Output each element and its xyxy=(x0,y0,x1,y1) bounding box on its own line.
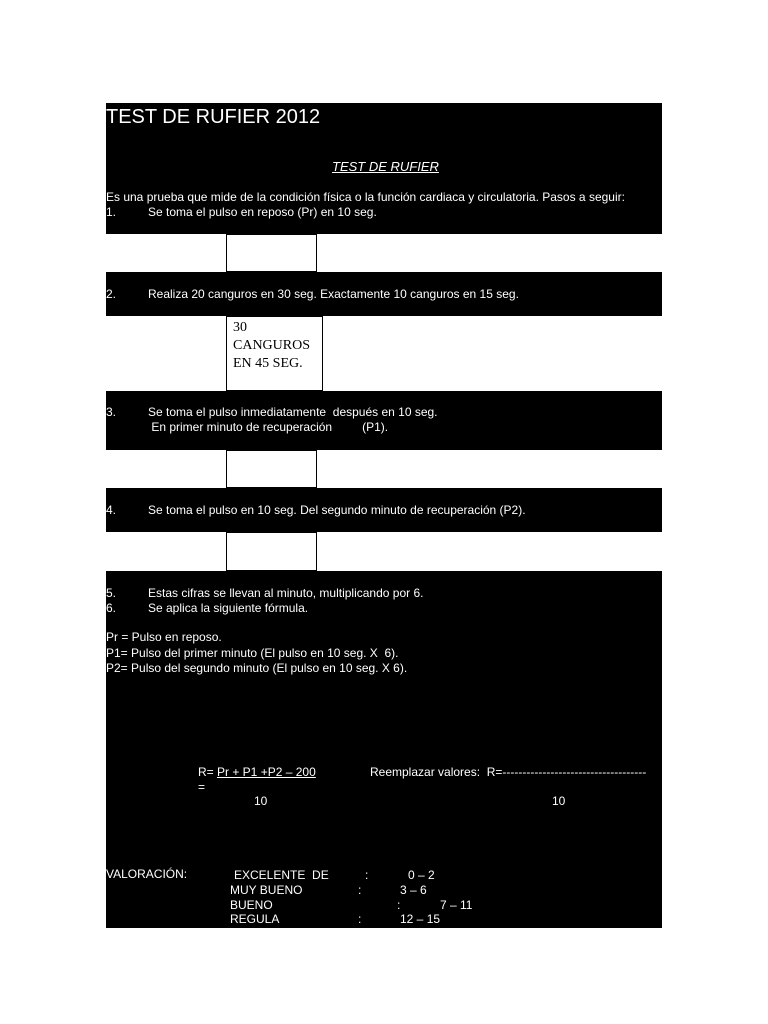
valoracion-row-sep: : xyxy=(358,883,362,897)
step-4-block xyxy=(106,488,662,532)
valoracion-row-name: REGULA xyxy=(230,912,280,926)
valoracion-row-range: 7 – 11 xyxy=(440,898,473,912)
pulse-p2-box xyxy=(226,532,317,571)
formula-numerator: Pr + P1 +P2 – 200 xyxy=(217,765,316,779)
step-3-number: 3. xyxy=(106,405,117,419)
intro-text: Es una prueba que mide de la condición física o la función cardiaca y circulatoria. Pasos a seguir: xyxy=(106,190,625,204)
formula-block xyxy=(106,571,662,928)
formula-denominator: 10 xyxy=(254,794,268,808)
pulse-p1-box xyxy=(226,450,317,488)
step-1-number: 1. xyxy=(106,205,117,219)
valoracion-row-sep: : xyxy=(365,868,369,882)
step-3-block xyxy=(106,391,662,450)
valoracion-row-range: 3 – 6 xyxy=(400,883,427,897)
definition-pr: Pr = Pulso en reposo. xyxy=(106,630,222,644)
definition-p2: P2= Pulso del segundo minuto (El pulso en 10 seg. X 6). xyxy=(106,661,408,675)
step-1-text: Se toma el pulso en reposo (Pr) en 10 seg. xyxy=(148,205,377,219)
step-2-text: Realiza 20 canguros en 30 seg. Exactamente 10 canguros en 15 seg. xyxy=(148,287,519,301)
step-4-number: 4. xyxy=(106,503,117,517)
valoracion-row-range: 0 – 2 xyxy=(408,868,435,882)
header-block xyxy=(106,103,662,234)
valoracion-row-sep: : xyxy=(397,898,401,912)
definition-p1: P1= Pulso del primer minuto (El pulso en 10 seg. X 6). xyxy=(106,646,399,660)
replace-values-denominator: 10 xyxy=(552,794,566,808)
valoracion-row-name: MUY BUENO xyxy=(230,883,303,897)
pulse-rest-box xyxy=(226,234,317,272)
valoracion-row-sep: : xyxy=(358,912,362,926)
step-6-number: 6. xyxy=(106,601,117,615)
replace-values-label: Reemplazar valores: R=------------------------------------ xyxy=(370,765,647,779)
document-title: TEST DE RUFIER 2012 xyxy=(106,106,321,128)
valoracion-row-name: BUENO xyxy=(230,898,273,912)
step-3-text: Se toma el pulso inmediatamente después en 10 seg. xyxy=(148,405,438,419)
step-5-text: Estas cifras se llevan al minuto, multiplicando por 6. xyxy=(148,586,424,600)
step-2-number: 2. xyxy=(106,287,117,301)
valoracion-row-name: EXCELENTE DE xyxy=(234,868,329,882)
step-5-number: 5. xyxy=(106,586,117,600)
step-4-text: Se toma el pulso en 10 seg. Del segundo minuto de recuperación (P2). xyxy=(148,503,526,517)
valoracion-label: VALORACIÓN: xyxy=(106,867,188,881)
formula-prefix: R= xyxy=(198,765,218,779)
step-3-text-2: En primer minuto de recuperación (P1). xyxy=(148,420,389,434)
document-subtitle: TEST DE RUFIER xyxy=(332,159,439,174)
formula-equals: = xyxy=(198,780,206,794)
canguros-line-1: 30 xyxy=(233,320,247,335)
step-2-block xyxy=(106,272,662,316)
canguros-box xyxy=(226,316,323,391)
valoracion-row-range: 12 – 15 xyxy=(400,912,441,926)
canguros-line-2: CANGUROS xyxy=(233,338,311,353)
step-6-text: Se aplica la siguiente fórmula. xyxy=(148,601,309,615)
canguros-line-3: EN 45 SEG. xyxy=(233,356,303,371)
